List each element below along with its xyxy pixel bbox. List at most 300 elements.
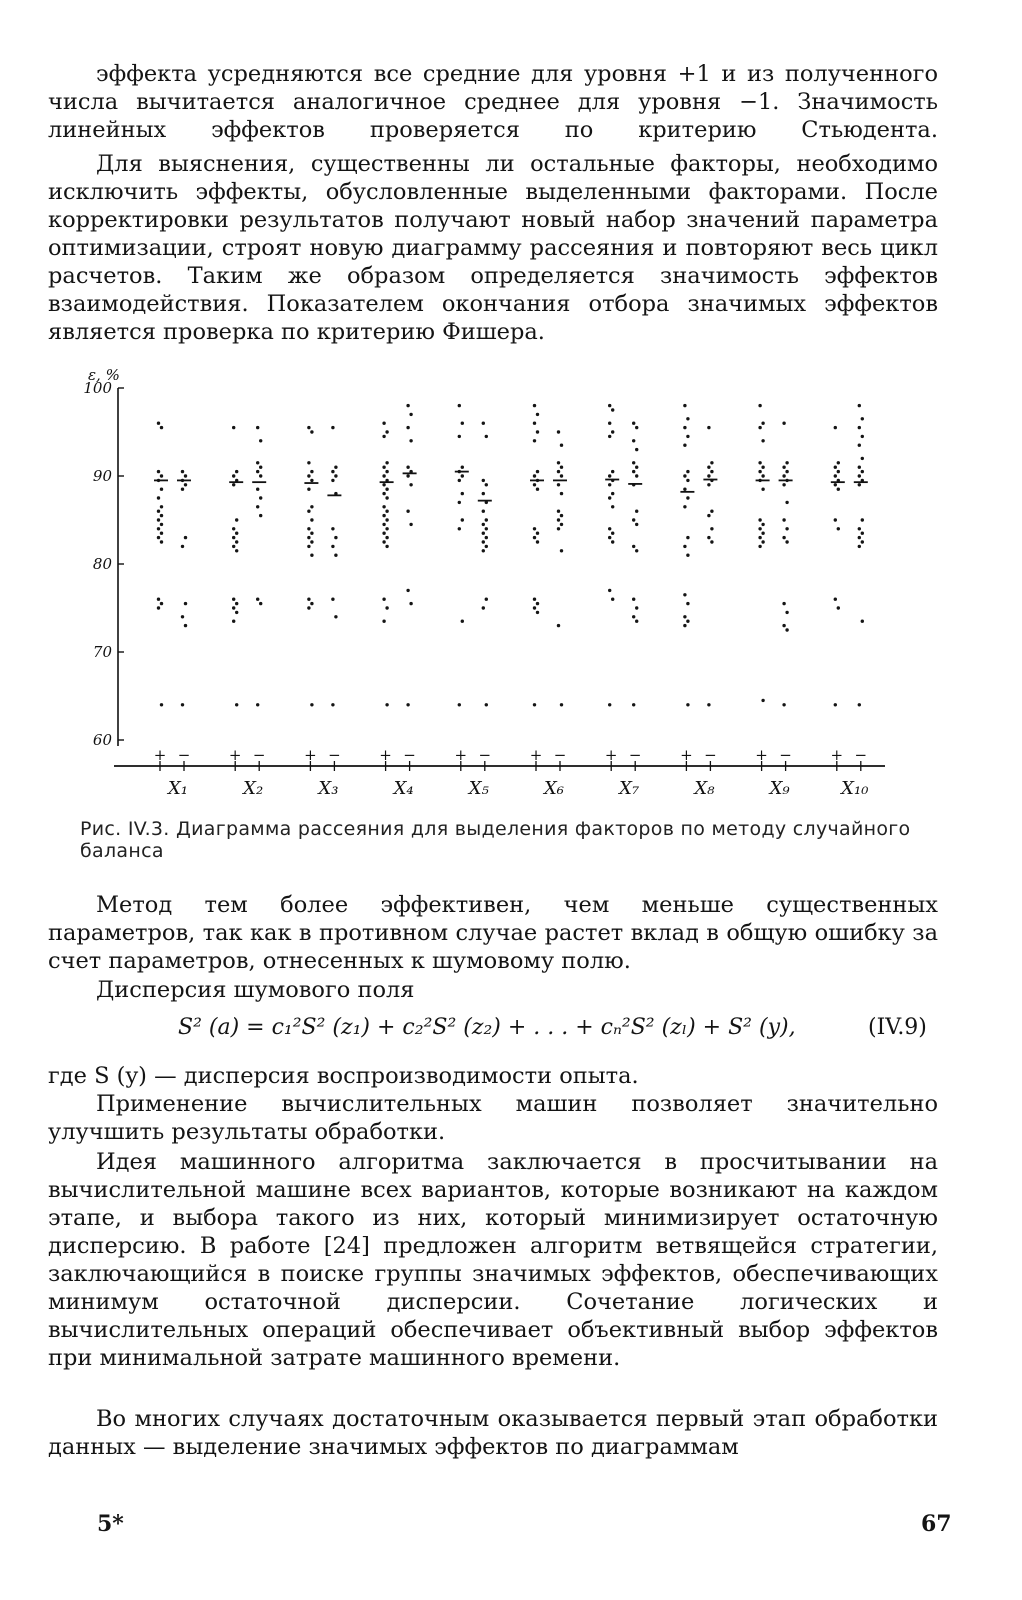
data-point-plus xyxy=(458,527,461,530)
data-point-minus xyxy=(331,426,334,429)
data-point-plus xyxy=(608,483,611,486)
data-point-minus xyxy=(632,461,635,464)
plus-level-label: + xyxy=(680,746,693,764)
data-point-plus xyxy=(307,545,310,548)
data-point-plus xyxy=(686,479,689,482)
data-point-plus xyxy=(761,532,764,535)
data-point-plus xyxy=(611,430,614,433)
data-point-minus xyxy=(782,518,785,521)
y-tick-label: 80 xyxy=(92,555,112,573)
data-point-minus xyxy=(557,470,560,473)
y-tick-label: 100 xyxy=(83,379,112,397)
data-point-plus xyxy=(608,404,611,407)
data-point-plus xyxy=(232,474,235,477)
data-point-plus xyxy=(608,496,611,499)
minus-level-label: − xyxy=(704,746,717,764)
data-point-minus xyxy=(557,510,560,513)
data-point-plus xyxy=(382,474,385,477)
data-point-minus xyxy=(785,628,788,631)
data-point-minus xyxy=(861,470,864,473)
data-point-plus xyxy=(834,474,837,477)
data-point-plus xyxy=(683,624,686,627)
data-point-plus xyxy=(458,435,461,438)
data-point-minus xyxy=(256,470,259,473)
data-point-minus xyxy=(331,527,334,530)
data-point-plus xyxy=(683,505,686,508)
paragraph-4: Дисперсия шумового поля xyxy=(96,977,415,1003)
footer-signature: 5* xyxy=(97,1511,124,1537)
data-point-plus xyxy=(310,470,313,473)
data-point-minus xyxy=(707,483,710,486)
data-point-plus xyxy=(611,470,614,473)
data-point-plus xyxy=(758,545,761,548)
data-point-plus xyxy=(458,404,461,407)
data-point-plus xyxy=(157,496,160,499)
data-point-plus xyxy=(382,492,385,495)
factor-group xyxy=(755,404,792,799)
data-point-minus xyxy=(861,457,864,460)
data-point-minus xyxy=(485,483,488,486)
data-point-minus xyxy=(482,606,485,609)
data-point-plus xyxy=(382,483,385,486)
figure-caption: Рис. IV.3. Диаграмма рассеяния для выделения факторов по методу случайного баланса xyxy=(80,818,911,862)
data-point-minus xyxy=(557,483,560,486)
data-point-minus xyxy=(482,479,485,482)
data-point-minus xyxy=(707,536,710,539)
data-point-plus xyxy=(382,523,385,526)
data-point-minus xyxy=(632,615,635,618)
data-point-minus xyxy=(557,518,560,521)
data-point-minus xyxy=(782,483,785,486)
data-point-plus xyxy=(608,527,611,530)
data-point-plus xyxy=(310,518,313,521)
data-point-minus xyxy=(331,545,334,548)
data-point-plus xyxy=(235,518,238,521)
data-point-minus xyxy=(560,466,563,469)
data-point-plus xyxy=(458,703,461,706)
data-point-minus xyxy=(482,540,485,543)
factor-group xyxy=(530,404,567,799)
data-point-plus xyxy=(232,426,235,429)
data-point-minus xyxy=(861,620,864,623)
data-point-minus xyxy=(482,532,485,535)
data-point-minus xyxy=(482,510,485,513)
data-point-minus xyxy=(485,435,488,438)
data-point-plus xyxy=(761,523,764,526)
data-point-plus xyxy=(160,703,163,706)
plus-level-label: + xyxy=(454,746,468,764)
data-point-plus xyxy=(608,422,611,425)
y-tick-label: 90 xyxy=(92,467,112,485)
data-point-plus xyxy=(310,554,313,557)
data-point-plus xyxy=(686,470,689,473)
data-point-minus xyxy=(560,492,563,495)
data-point-minus xyxy=(334,466,337,469)
data-point-plus xyxy=(686,703,689,706)
data-point-plus xyxy=(608,474,611,477)
paragraph-2: Для выяснения, существенны ли остальные факторы, необходимо исключить эффекты, обусловленные выделенными факторами. После корректировки результатов получают новый набор значений параметра оптимизации, строят новую диаграмму рассеяния и повторяют весь цикл расчетов. Таким же образом определяется значимость эффектов взаимодействия. Показателем окончания отбора значимых эффектов является проверка по критерию Фишера. xyxy=(48,151,938,345)
data-point-minus xyxy=(184,483,187,486)
data-point-plus xyxy=(533,422,536,425)
data-point-minus xyxy=(861,518,864,521)
data-point-plus xyxy=(385,703,388,706)
paragraph-8: Во многих случаях достаточным оказывается первый этап обработки данных — выделение значимых эффектов по диаграммам xyxy=(48,1406,938,1460)
data-point-minus xyxy=(635,474,638,477)
data-point-plus xyxy=(758,527,761,530)
data-point-minus xyxy=(858,444,861,447)
data-point-plus xyxy=(758,461,761,464)
paragraph-3: Метод тем более эффективен, чем меньше существенных параметров, так как в противном случае растет вклад в общую ошибку за счет параметров, отнесенных к шумовому полю. xyxy=(48,892,938,974)
data-point-minus xyxy=(485,527,488,530)
y-tick-label: 70 xyxy=(92,643,112,661)
data-point-minus xyxy=(482,492,485,495)
data-point-plus xyxy=(758,536,761,539)
data-point-minus xyxy=(858,483,861,486)
data-point-minus xyxy=(409,439,412,442)
minus-level-label: − xyxy=(628,746,642,764)
minus-level-label: − xyxy=(328,746,341,764)
data-point-plus xyxy=(385,527,388,530)
minus-level-label: − xyxy=(478,746,492,764)
data-point-plus xyxy=(536,413,539,416)
data-point-plus xyxy=(232,483,235,486)
data-point-minus xyxy=(560,549,563,552)
data-point-minus xyxy=(632,703,635,706)
data-point-plus xyxy=(533,598,536,601)
factor-label: X₁₀ xyxy=(841,778,869,799)
data-point-plus xyxy=(834,466,837,469)
data-point-plus xyxy=(235,611,238,614)
data-point-minus xyxy=(181,703,184,706)
data-point-minus xyxy=(782,703,785,706)
data-point-minus xyxy=(782,602,785,605)
data-point-plus xyxy=(533,474,536,477)
data-point-minus xyxy=(259,514,262,517)
data-point-plus xyxy=(536,602,539,605)
data-point-minus xyxy=(632,470,635,473)
data-point-minus xyxy=(557,527,560,530)
data-point-plus xyxy=(536,540,539,543)
data-point-minus xyxy=(858,466,861,469)
data-point-plus xyxy=(157,536,160,539)
data-point-minus xyxy=(858,474,861,477)
data-point-minus xyxy=(406,466,409,469)
data-point-minus xyxy=(782,474,785,477)
data-point-plus xyxy=(157,518,160,521)
data-point-minus xyxy=(858,545,861,548)
minus-level-label: − xyxy=(553,746,567,764)
data-point-minus xyxy=(482,523,485,526)
data-point-plus xyxy=(157,598,160,601)
data-point-minus xyxy=(181,615,184,618)
data-point-minus xyxy=(406,510,409,513)
data-point-plus xyxy=(310,505,313,508)
data-point-minus xyxy=(710,510,713,513)
data-point-minus xyxy=(482,549,485,552)
data-point-plus xyxy=(683,444,686,447)
data-point-plus xyxy=(385,461,388,464)
data-point-plus xyxy=(611,532,614,535)
data-point-plus xyxy=(686,417,689,420)
data-point-plus xyxy=(385,430,388,433)
factor-group xyxy=(680,404,717,799)
data-point-plus xyxy=(157,422,160,425)
data-point-minus xyxy=(858,536,861,539)
data-point-minus xyxy=(184,624,187,627)
data-point-plus xyxy=(382,540,385,543)
data-point-minus xyxy=(710,527,713,530)
formula: S² (a) = c₁²S² (z₁) + c₂²S² (z₂) + . . . + cₙ²S² (zₗ) + S² (y), xyxy=(178,1015,796,1040)
data-point-minus xyxy=(560,474,563,477)
data-point-plus xyxy=(235,703,238,706)
data-point-plus xyxy=(761,466,764,469)
data-point-plus xyxy=(385,488,388,491)
data-point-plus xyxy=(160,474,163,477)
formula-number: (IV.9) xyxy=(868,1015,927,1040)
data-point-minus xyxy=(331,703,334,706)
data-point-plus xyxy=(536,470,539,473)
data-point-minus xyxy=(858,703,861,706)
minus-level-label: − xyxy=(779,746,792,764)
data-point-plus xyxy=(157,510,160,513)
data-point-minus xyxy=(782,536,785,539)
data-point-minus xyxy=(406,474,409,477)
data-point-plus xyxy=(461,422,464,425)
data-point-minus xyxy=(785,501,788,504)
data-point-minus xyxy=(635,448,638,451)
data-point-plus xyxy=(834,426,837,429)
page-number: 67 xyxy=(921,1511,952,1537)
data-point-plus xyxy=(157,470,160,473)
data-point-minus xyxy=(334,474,337,477)
data-point-minus xyxy=(861,417,864,420)
data-point-plus xyxy=(232,606,235,609)
data-point-plus xyxy=(533,527,536,530)
data-point-plus xyxy=(837,461,840,464)
data-point-plus xyxy=(758,470,761,473)
data-point-minus xyxy=(557,430,560,433)
data-point-plus xyxy=(834,598,837,601)
data-point-plus xyxy=(686,554,689,557)
paragraph-7: Идея машинного алгоритма заключается в просчитывании на вычислительной машине всех вариантов, которые возникают на каждом этапе, и выбора такого из них, который минимизирует остаточную дисперсию. В работе [24] предложен алгоритм ветвящейся стратегии, заключающийся в поиске группы значимых эффектов, обеспечивающих минимум остаточной дисперсии. Сочетание логических и вычислительных операций обеспечивает объективный выбор эффектов при минимальной затрате машинного времени. xyxy=(48,1149,938,1371)
data-point-plus xyxy=(686,536,689,539)
factor-label: X₃ xyxy=(318,778,339,799)
data-point-plus xyxy=(385,496,388,499)
y-axis-label: ε, % xyxy=(88,366,120,384)
data-point-plus xyxy=(307,606,310,609)
data-point-plus xyxy=(382,532,385,535)
data-point-plus xyxy=(307,536,310,539)
data-point-plus xyxy=(683,488,686,491)
data-point-plus xyxy=(382,620,385,623)
data-point-plus xyxy=(608,703,611,706)
data-point-plus xyxy=(307,510,310,513)
data-point-minus xyxy=(331,470,334,473)
data-point-minus xyxy=(409,602,412,605)
data-point-minus xyxy=(560,523,563,526)
plus-level-label: + xyxy=(604,746,618,764)
data-point-minus xyxy=(184,474,187,477)
data-point-plus xyxy=(611,540,614,543)
data-point-minus xyxy=(181,470,184,473)
data-point-minus xyxy=(785,540,788,543)
data-point-minus xyxy=(635,426,638,429)
data-point-minus xyxy=(256,461,259,464)
data-point-minus xyxy=(861,540,864,543)
data-point-plus xyxy=(758,518,761,521)
data-point-plus xyxy=(461,466,464,469)
data-point-plus xyxy=(761,488,764,491)
data-point-plus xyxy=(458,479,461,482)
data-point-minus xyxy=(259,474,262,477)
data-point-plus xyxy=(533,703,536,706)
data-point-plus xyxy=(385,545,388,548)
data-point-minus xyxy=(858,527,861,530)
data-point-plus xyxy=(461,518,464,521)
data-point-minus xyxy=(861,532,864,535)
plus-level-label: + xyxy=(153,746,167,764)
data-point-minus xyxy=(259,602,262,605)
factor-group xyxy=(154,422,191,800)
data-point-plus xyxy=(683,545,686,548)
data-point-minus xyxy=(485,545,488,548)
data-point-plus xyxy=(160,505,163,508)
data-point-plus xyxy=(837,527,840,530)
data-point-plus xyxy=(307,598,310,601)
data-point-minus xyxy=(409,413,412,416)
data-point-plus xyxy=(461,620,464,623)
y-tick-label: 60 xyxy=(92,731,112,749)
data-point-minus xyxy=(406,589,409,592)
data-point-plus xyxy=(232,536,235,539)
data-point-minus xyxy=(560,703,563,706)
data-point-minus xyxy=(707,426,710,429)
data-point-plus xyxy=(310,479,313,482)
data-point-minus xyxy=(635,606,638,609)
factor-label: X₆ xyxy=(543,778,565,799)
factor-label: X₉ xyxy=(769,778,790,799)
factor-label: X₅ xyxy=(468,778,489,799)
data-point-minus xyxy=(256,426,259,429)
data-point-plus xyxy=(533,606,536,609)
data-point-minus xyxy=(485,703,488,706)
data-point-plus xyxy=(536,532,539,535)
data-point-plus xyxy=(160,602,163,605)
data-point-plus xyxy=(761,474,764,477)
data-point-plus xyxy=(160,523,163,526)
data-point-minus xyxy=(485,598,488,601)
data-point-plus xyxy=(837,488,840,491)
data-point-plus xyxy=(761,439,764,442)
data-point-minus xyxy=(256,505,259,508)
data-point-plus xyxy=(761,540,764,543)
data-point-plus xyxy=(536,611,539,614)
data-point-minus xyxy=(409,483,412,486)
data-point-plus xyxy=(834,703,837,706)
data-point-minus xyxy=(259,466,262,469)
data-point-minus xyxy=(785,461,788,464)
data-point-plus xyxy=(382,466,385,469)
data-point-plus xyxy=(533,404,536,407)
factor-label: X₄ xyxy=(393,778,414,799)
minus-level-label: − xyxy=(403,746,416,764)
data-point-minus xyxy=(635,466,638,469)
data-point-minus xyxy=(331,598,334,601)
data-point-minus xyxy=(710,540,713,543)
data-point-plus xyxy=(458,501,461,504)
data-point-plus xyxy=(385,510,388,513)
data-point-plus xyxy=(307,461,310,464)
data-point-plus xyxy=(533,536,536,539)
data-point-plus xyxy=(686,496,689,499)
factor-group xyxy=(605,404,642,799)
data-point-plus xyxy=(533,483,536,486)
data-point-minus xyxy=(861,435,864,438)
data-point-minus xyxy=(331,479,334,482)
data-point-plus xyxy=(533,439,536,442)
plus-level-label: + xyxy=(379,746,392,764)
data-point-plus xyxy=(382,505,385,508)
data-point-plus xyxy=(683,404,686,407)
data-point-plus xyxy=(461,492,464,495)
plus-level-label: + xyxy=(304,746,317,764)
data-point-plus xyxy=(310,430,313,433)
data-point-plus xyxy=(232,545,235,548)
data-point-minus xyxy=(785,611,788,614)
data-point-minus xyxy=(334,615,337,618)
minus-level-label: − xyxy=(177,746,191,764)
data-point-plus xyxy=(382,435,385,438)
paragraph-5: где S (y) — дисперсия воспроизводимости опыта. xyxy=(48,1063,639,1089)
data-point-minus xyxy=(256,488,259,491)
data-point-minus xyxy=(785,527,788,530)
data-point-minus xyxy=(785,470,788,473)
data-point-minus xyxy=(707,514,710,517)
data-point-plus xyxy=(157,527,160,530)
data-point-minus xyxy=(184,602,187,605)
plus-level-label: + xyxy=(228,746,242,764)
data-point-minus xyxy=(259,439,262,442)
data-point-plus xyxy=(611,408,614,411)
data-point-minus xyxy=(184,536,187,539)
data-point-plus xyxy=(761,422,764,425)
data-point-minus xyxy=(334,554,337,557)
data-point-plus xyxy=(837,470,840,473)
data-point-plus xyxy=(310,602,313,605)
minus-level-label: − xyxy=(854,746,868,764)
data-point-minus xyxy=(256,703,259,706)
data-point-minus xyxy=(557,624,560,627)
data-point-plus xyxy=(834,518,837,521)
data-point-plus xyxy=(758,404,761,407)
data-point-minus xyxy=(406,426,409,429)
plus-level-label: + xyxy=(830,746,844,764)
data-point-plus xyxy=(834,483,837,486)
data-point-plus xyxy=(382,422,385,425)
paragraph-1: эффекта усредняются все средние для уровня +1 и из полученного числа вычитается аналогичное среднее для уровня −1. Значимость линейных эффектов проверяется по критерию Стьюдента. xyxy=(48,61,938,143)
data-point-plus xyxy=(235,540,238,543)
data-point-minus xyxy=(560,444,563,447)
data-point-minus xyxy=(782,466,785,469)
data-point-plus xyxy=(683,474,686,477)
data-point-minus xyxy=(406,703,409,706)
data-point-plus xyxy=(232,527,235,530)
data-point-plus xyxy=(611,505,614,508)
factor-label: X₁ xyxy=(167,778,189,799)
data-point-plus xyxy=(608,589,611,592)
data-point-plus xyxy=(683,615,686,618)
data-point-plus xyxy=(307,474,310,477)
